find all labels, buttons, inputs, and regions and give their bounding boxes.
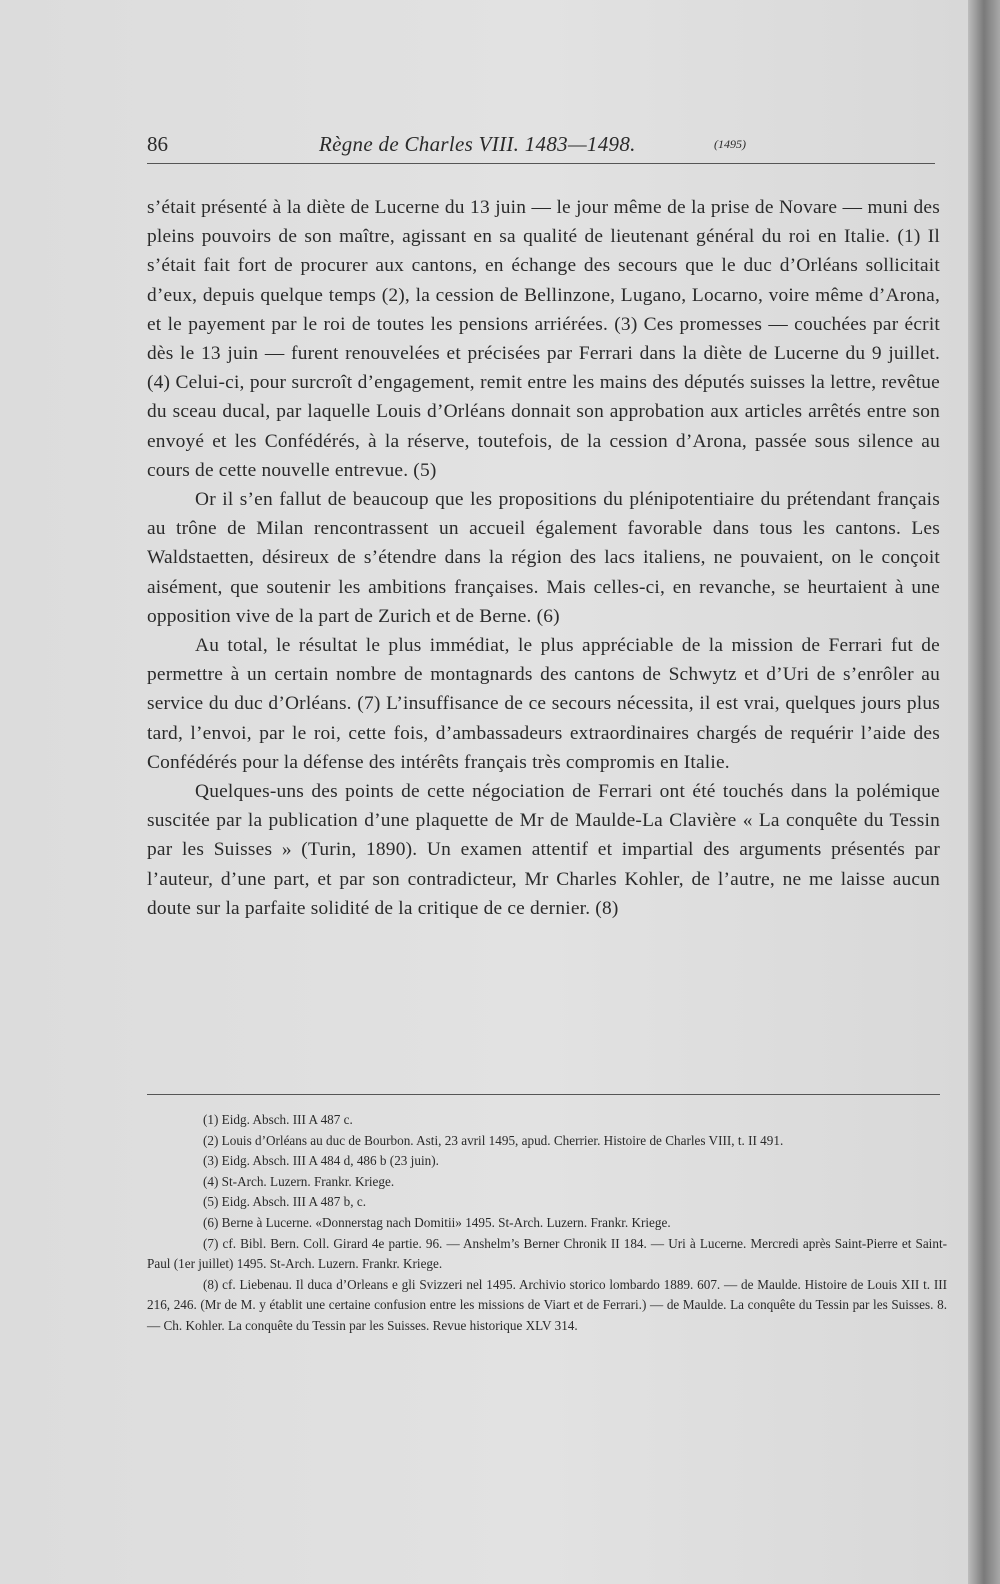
paragraph: Quelques-uns des points de cette négociation de Ferrari ont été touchés dans la polémique suscitée par la publication d’une plaquette de Mr de Maulde-La Clavière « La conquête du Tessin par les Suisses » (Turin, 1890). Un examen attentif et impartial des arguments présentés par l’auteur, d’une part, et par son contradicteur, Mr Charles Kohler, de l’autre, ne me laisse aucun doute sur la parfaite solidité de la critique de ce dernier. (8) (147, 781, 940, 919)
page-number: 86 (147, 132, 168, 156)
running-title: Règne de Charles VIII. 1483—1498. (319, 132, 636, 156)
paragraph: s’était présenté à la diète de Lucerne du 13 juin — le jour même de la prise de Novare — muni des pleins pouvoirs de son maître, agissant en sa qualité de lieutenant général du roi en Italie. (1) Il s’était fait fort de procurer aux cantons, en échange des secours que le duc d’Orléans sollicitait d’eux, depuis quelque temps (2), la cession de Bellinzone, Lugano, Locarno, voire même d’Arona, et le payement par le roi de toutes les pensions arriérées. (3) Ces promesses — couchées par écrit dès le 13 juin — furent renouvelées et précisées par Ferrari dans la diète de Lucerne du 9 juillet. (4) Celui-ci, pour surcroît d’engagement, remit entre les mains des députés suisses la lettre, revêtue du sceau ducal, par laquelle Louis d’Orléans donnait son approbation aux articles arrêtés entre son envoyé et les Confédérés, à la réserve, toutefois, de la cession d’Arona, passée sous silence au cours de cette nouvelle entrevue. (5) (147, 197, 940, 481)
running-header (147, 132, 935, 162)
footnote: (2) Louis d’Orléans au duc de Bourbon. Asti, 23 avril 1495, apud. Cherrier. Histoire de Charles VIII, t. II 491. (203, 1132, 784, 1148)
footnote-rule (147, 1094, 940, 1095)
paragraph: Or il s’en fallut de beaucoup que les propositions du plénipotentiaire du prétendant français au trône de Milan rencontrassent un accueil également favorable dans tous les cantons. Les Waldstaetten, désireux de s’étendre dans la région des lacs italiens, ne pouvaient, on le conçoit aisément, que soutenir les ambitions françaises. Mais celles-ci, en revanche, se heurtaient à une opposition vive de la part de Zurich et de Berne. (6) (147, 489, 940, 627)
paragraph: Au total, le résultat le plus immédiat, le plus appréciable de la mission de Ferrari fut de permettre à un certain nombre de montagnards des cantons de Schwytz et d’Uri de s’enrôler au service du duc d’Orléans. (7) L’insuffisance de ce secours nécessita, il est vrai, quelques jours plus tard, l’envoi, par le roi, cette fois, d’ambassadeurs extraordinaires chargés de requérir l’aide des Confédérés pour la défense des intérêts français très compromis en Italie. (147, 635, 940, 773)
footnotes (147, 1110, 947, 1337)
running-year: (1495) (714, 137, 746, 151)
header-rule (147, 163, 935, 164)
footnote: (3) Eidg. Absch. III A 484 d, 486 b (23 juin). (203, 1153, 439, 1169)
footnote: (7) cf. Bibl. Bern. Coll. Girard 4e partie. 96. — Anshelm’s Berner Chronik II 184. — Uri à Lucerne. Mercredi après Saint-Pierre et Saint-Paul (1er juillet) 1495. St-Arch. Luzern. Frankr. Kriege. (147, 1235, 947, 1272)
page-edge-shadow (968, 0, 1000, 1584)
footnote: (1) Eidg. Absch. III A 487 c. (203, 1112, 353, 1127)
footnote: (6) Berne à Lucerne. «Donnerstag nach Domitii» 1495. St-Arch. Luzern. Frankr. Kriege. (203, 1214, 671, 1230)
main-text (147, 193, 940, 923)
footnote: (4) St-Arch. Luzern. Frankr. Kriege. (203, 1173, 395, 1189)
footnote: (8) cf. Liebenau. Il duca d’Orleans e gli Svizzeri nel 1495. Archivio storico lombardo 1889. 607. — de Maulde. Histoire de Louis XII t. III 216, 246. (Mr de M. y établit une certaine confusion entre les missions de Viart et de Ferrari.) — de Maulde. La conquête du Tessin par les Suisses. 8. — Ch. Kohler. La conquête du Tessin par les Suisses. Revue historique XLV 314. (147, 1276, 947, 1333)
footnote: (5) Eidg. Absch. III A 487 b, c. (203, 1194, 366, 1210)
